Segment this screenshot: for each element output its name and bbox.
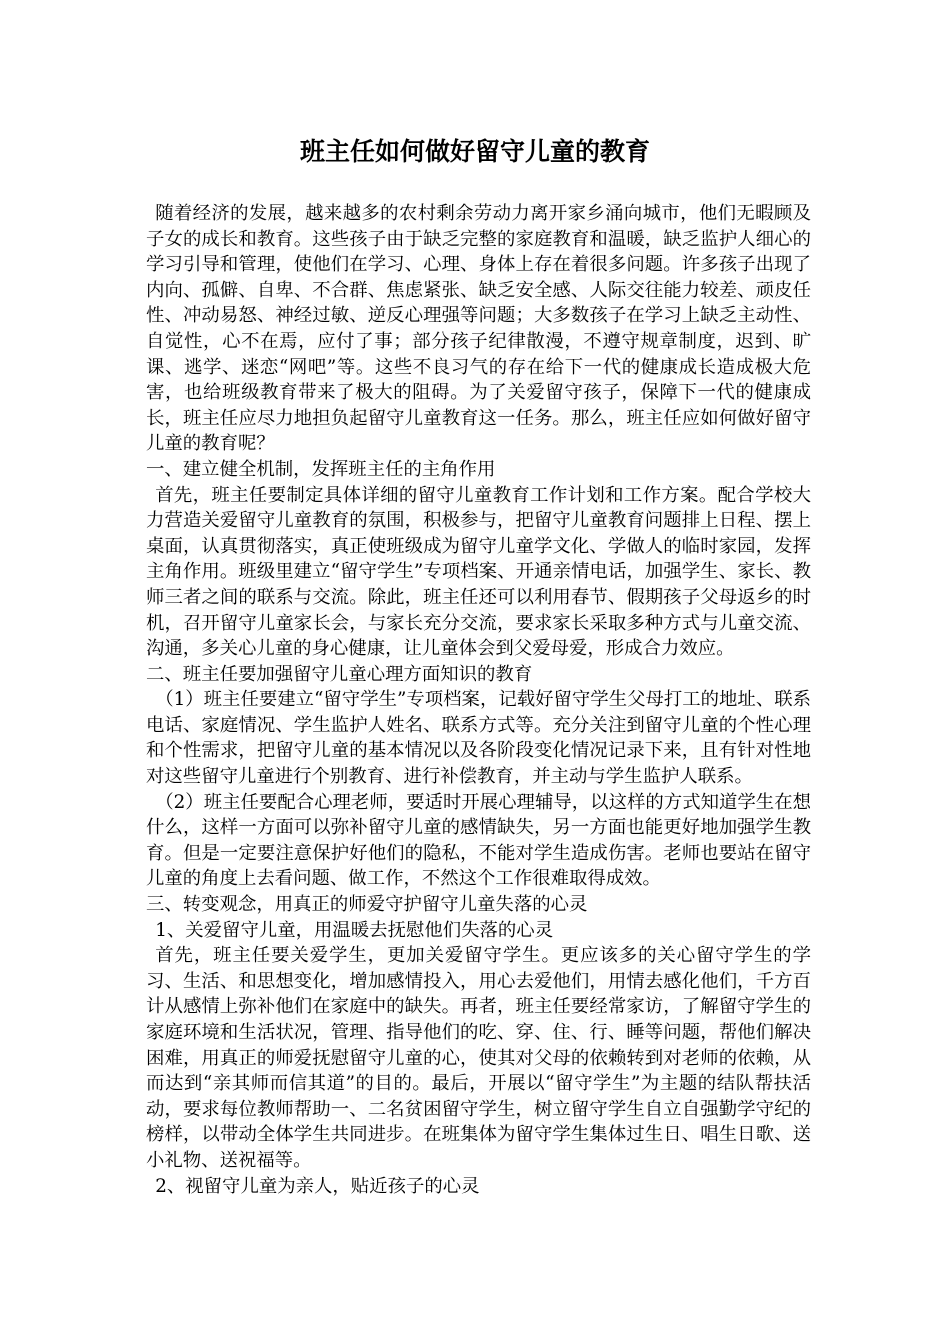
section-heading-1: 一、建立健全机制，发挥班主任的主角作用: [146, 458, 496, 480]
document-body: [146, 201, 811, 1199]
section-heading-2: 二、班主任要加强留守儿童心理方面知识的教育: [146, 663, 533, 685]
subsection-heading-3-2: 2、视留守儿童为亲人，贴近孩子的心灵: [155, 1175, 480, 1197]
paragraph-section-3-1: 首先，班主任要关爱学生，更加关爱留守学生。更应该多的关心留守学生的学习、生活、和思想变化，增加感情投入，用心去爱他们，用情去感化他们，千方百计从感情上弥补他们在家庭中的缺失。再者，班主任要经常家访，了解留守学生的家庭环境和生活状况，管理、指导他们的吃、穿、住、行、睡等问题，帮他们解决困难，用真正的师爱抚慰留守儿童的心，使其对父母的依赖转到对老师的依赖，从而达到“亲其师而信其道”的目的。最后，开展以“留守学生”为主题的结队帮扶活动，要求每位教师帮助一、二名贫困留守学生，树立留守学生自立自强勤学守纪的榜样，以带动全体学生共同进步。在班集体为留守学生集体过生日、唱生日歌、送小礼物、送祝福等。: [146, 945, 811, 1171]
paragraph-section-2-item-1: （1）班主任要建立“留守学生”专项档案，记载好留守学生父母打工的地址、联系电话、家庭情况、学生监护人姓名、联系方式等。充分关注到留守儿童的个性心理和个性需求，把留守儿童的基本情况以及各阶段变化情况记录下来，且有针对性地对这些留守儿童进行个别教育、进行补偿教育，并主动与学生监护人联系。: [146, 689, 811, 788]
subsection-heading-3-1: 1、关爱留守儿童，用温暖去抚慰他们失落的心灵: [155, 919, 554, 941]
section-heading-3: 三、转变观念，用真正的师爱守护留守儿童失落的心灵: [146, 894, 588, 916]
paragraph-section-2-item-2: （2）班主任要配合心理老师，要适时开展心理辅导，以这样的方式知道学生在想什么，这样一方面可以弥补留守儿童的感情缺失，另一方面也能更好地加强学生教育。但是一定要注意保护好他们的隐私，不能对学生造成伤害。老师也要站在留守儿童的角度上去看问题、做工作，不然这个工作很难取得成效。: [146, 791, 811, 890]
paragraph-intro: 随着经济的发展，越来越多的农村剩余劳动力离开家乡涌向城市，他们无暇顾及子女的成长和教育。这些孩子由于缺乏完整的家庭教育和温暖，缺乏监护人细心的学习引导和管理，使他们在学习、心理、身体上存在着很多问题。许多孩子出现了内向、孤僻、自卑、不合群、焦虑紧张、缺乏安全感、人际交往能力较差、顽皮任性、冲动易怒、神经过敏、逆反心理强等问题；大多数孩子在学习上缺乏主动性、自觉性，心不在焉，应付了事；部分孩子纪律散漫，不遵守规章制度，迟到、旷课、逃学、迷恋“网吧”等。这些不良习气的存在给下一代的健康成长造成极大危害，也给班级教育带来了极大的阻碍。为了关爱留守孩子，保障下一代的健康成长，班主任应尽力地担负起留守儿童教育这一任务。那么，班主任应如何做好留守儿童的教育呢？: [146, 203, 811, 455]
document-title: 班主任如何做好留守儿童的教育: [299, 137, 650, 166]
paragraph-section-1: 首先，班主任要制定具体详细的留守儿童教育工作计划和工作方案。配合学校大力营造关爱留守儿童教育的氛围，积极参与，把留守儿童教育问题排上日程、摆上桌面，认真贯彻落实，真正使班级成为留守儿童学文化、学做人的临时家园，发挥主角作用。班级里建立“留守学生”专项档案、开通亲情电话，加强学生、家长、教师三者之间的联系与交流。除此，班主任还可以利用春节、假期孩子父母返乡的时机，召开留守儿童家长会，与家长充分交流，要求家长采取多种方式与儿童交流、沟通，多关心儿童的身心健康，让儿童体会到父爱母爱，形成合力效应。: [146, 484, 811, 660]
